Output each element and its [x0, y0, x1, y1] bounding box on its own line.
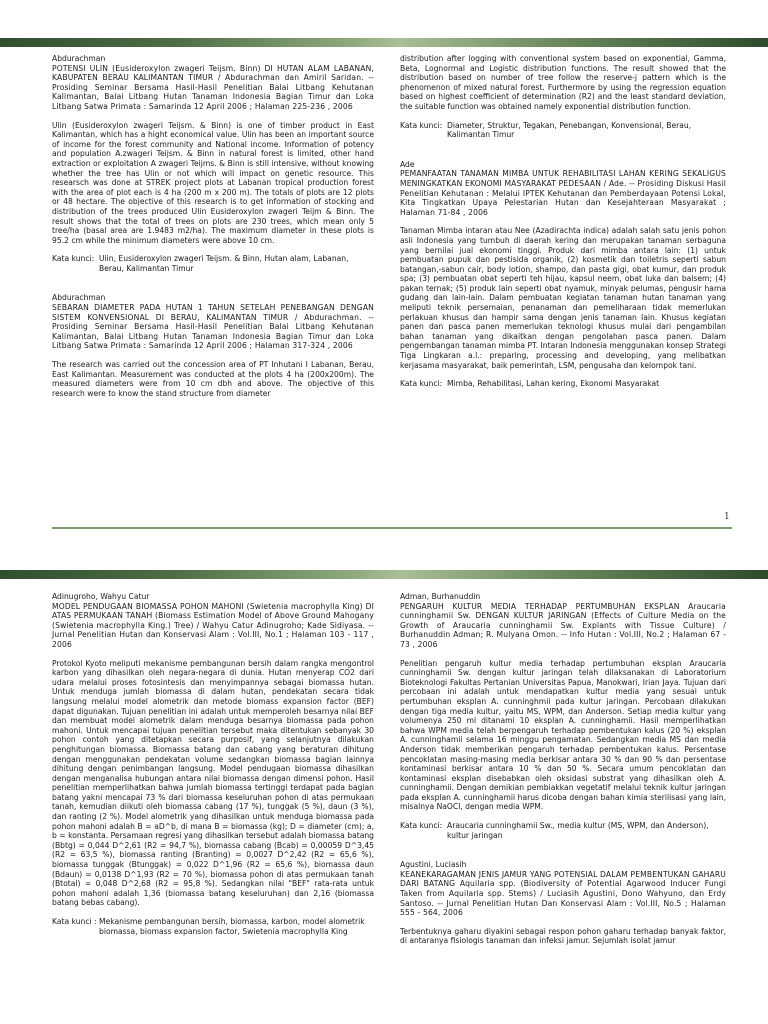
entry-author: Adinugroho, Wahyu Catur [52, 592, 150, 601]
entry-abstract: Penelitian pengaruh kultur media terhadap pertumbuhan eksplan Araucaria cunninghamii Sw. dengan kultur jaringan telah dilaksanakan di Laboratorium Bioteknologi Fakultas Pertanian Universitas Papua, Manokwari, Irian Jaya. Tujuan dari percobaan ini adalah untuk mendapatkan kultur media yang sesuai untuk pertumbuhan eksplan A. cunninghmii pada kultur jaringan. Percobaan dilakukan dengan tiga media kultur, yaitu MS, WPM, dan Anderson. Setiap media kultur yang volumenya 250 ml ditanami 10 eksplan A. cunninghamii. Hasil memperlihatkan bahwa WPM media telah berpengaruh terhadap pembentukan kalus (20 %) eksplan A. cunninghamii selama 16 minggu pengamatan. Sedangkan media MS dan media Anderson tidak memberikan pengaruh terhadap pembentukan kalus. Persentase pencoklatan masing-masing media berkisar antara 30 % dan 90 % dan persentase kontaminasi berkisar antara 10 % dan 50 %. Secara umum pencoklatan dan kontaminasi eksplan disebabkan oleh oksidasi substrat yang dihasilkan oleh A. cunninghamii. Dengan demikian pembiakkan vegetatif melalui teknik kultur jaringan pada eksplan A. cunninghamii harus dicoba dengan bahan kimia sterilisasi yang lain, misalnya NaOCl, dengan media WPM. [400, 658, 726, 812]
keywords-value: Araucaria cunninghamii Sw., media kultur (MS, WPM, dan Anderson), kultur jaringan [447, 821, 709, 840]
entry-abstract: Ulin (Eusideroxylon zwageri Teijsm. & Binn) is one of timber product in East Kalimantan, which has a hight economical value. Ulin has been an important source of income for the forest community and National income. Information of potency and population A.zwageri Teijsm. & Binn in natural forest is limited, other hand extraction or exploitation A zwageri Teijms. & Binn is still intensive, without knowing whether the tree has Ulin or not which will impact on genetic resource. This researsch was done at STREK project plots at Labanan tropical production forest with the area of plot each is 4 ha (200 m x 200 m). The totals of plots are 12 plots or 48 hectare. The objective of this research is to get information of stocking and distribution of the trees produced Ulin Eusideroxylon zwageri Teijm & Binn. The result shows that the total of trees on plots are 230 trees, which mean only 5 tree/ha (basal area are 1.9483 m2/ha). The maximum diameter in these plots is 95.2 cm while the minimum diameters were above 10 cm. [52, 120, 374, 245]
entry-author: Abdurachman [52, 54, 106, 63]
entry-jamur-gaharu [400, 860, 726, 946]
entry-keywords [52, 254, 374, 273]
entry-mimba [400, 160, 726, 389]
entry-keywords [400, 821, 726, 840]
entry-keywords [52, 917, 374, 936]
keywords-value: Mekanisme pembangunan bersih, biomassa, karbon, model alometrik biomassa, biomass expansion factor, Swietenia macrophylla King [99, 917, 365, 936]
entry-citation: KEANEKARAGAMAN JENIS JAMUR YANG POTENSIAL DALAM PEMBENTUKAN GAHARU DARI BATANG Aquilaria spp. (Biodiversity of Potential Agarwood Inducer Fungi Taken from Aquilaria spp. Stems) / Luciasih Agustini, Dono Wahyuno, dan Erdy Santoso. -- Jurnal Penelitian Hutan Dan Konservasi Alam : Vol.III, No.5 ; Halaman 555 - 564, 2006 [400, 869, 726, 918]
entry-sebaran-diameter-cont [400, 54, 726, 140]
entry-abstract: Tanaman Mimba intaran atau Nee (Azadirachta indica) adalah salah satu jenis pohon asli Indonesia yang tumbuh di daerah kering dan merupakan tanaman serbaguna yang bernilai jual ekonomi tinggi. Produk dari mimba antara lain: (1) untuk pembuatan pupuk dan pestisida organik, (2) kosmetik dan toiletris seperti sabun batangan,-sabun cair, body lotion, shampo, dan pasta gigi, obat kumur, dan produk spa; (3) pembuatan obat seperti teh hijau, kapsul neem, obat luka dan balsem; (4) pakan ternak; (5) produk lain seperti obat nyamuk, minyak pelumas, pengusir hama gudang dan lain-lain. Dalam pembuatan kegiatan tanaman hutan tanaman yang meliputi teknik persemaian, penanaman dan pemeliharaan tidak memerlukan perlakuan khusus dan hampir sama dengan jenis tanaman lain. Khusus kegiatan panen dan pasca panen memerlukan teknologi khusus mulai dari pengambilan bahan tanaman yang dikaitkan dengan pengolahan pasca panen. Dalam pengembangan tanaman mimba PT. Intaran Indonesia menggunakan konsep Strategi Tiga Lingkaran a.l.: preparing, processing and developing, yang melibatkan kerjasama masyarakat, baik pemerintah, LSM, pengusaha dan kelompok tani. [400, 226, 726, 370]
entry-citation: POTENSI ULIN (Eusideroxylon zwageri Teijsm. Binn) DI HUTAN ALAM LABANAN, KABUPATEN BERAU KALIMANTAN TIMUR / Abdurachman dan Amiril Saridan. -- Prosiding Seminar Bersama Hasil-Hasil Penelitian Balai Litbang Kehutanan Kalimantan, Balai Litbang Hutan Tanaman Indonesia Bagian Timur dan Loka Litbang Satwa Primata : Samarinda 12 April 2006 ; Halaman 225-236 , 2006 [52, 63, 374, 111]
entry-citation: PEMANFAATAN TANAMAN MIMBA UNTUK REHABILITASI LAHAN KERING SEKALIGUS MENINGKATKAN EKONOMI MASYARAKAT PEDESAAN / Ade. -- Prosiding Diskusi Hasil Penelitian Kehutanan : Melalui IPTEK Kehutanan dan Pemberdayaan Potensi Lokal, Kita Tingkatkan Upaya Pelestarian Hutan dan Kesejahteraan Masyarakat ; Halaman 71-84 , 2006 [400, 169, 726, 217]
keywords-label: Kata kunci: [400, 120, 448, 130]
entry-author: Agustini, Luciasih [400, 860, 467, 870]
entry-citation: PENGARUH KULTUR MEDIA TERHADAP PERTUMBUHAN EKSPLAN Araucaria cunninghamii Sw. DENGAN KULTUR JARINGAN (Effects of Culture Media on the Growth of Araucaria cunninghamii Sw. Explants with Tissue Culture) / Burhanuddin Adman; R. Mulyana Omon. -- Info Hutan : Vol.III, No.2 ; Halaman 67 - 73 , 2006 [400, 601, 726, 649]
entry-abstract: The research was carried out the concession area of PT Inhutani I Labanan, Berau, East Kalimantan. Measurement was conducted at the plots 4 ha (200x200m). The measured diameters were from 10 cm dbh and above. The objective of this research were to know the stand structure from diameter [52, 360, 374, 398]
page-2 [0, 560, 768, 1024]
header-bar [0, 38, 768, 47]
page2-left-column [52, 592, 374, 945]
header-bar [0, 570, 768, 579]
keywords-value: Diameter, Struktur, Tegakan, Penebangan, Konvensional, Berau, Kalimantan Timur [447, 120, 692, 140]
entry-abstract: Protokol Kyoto meliputi mekanisme pembangunan bersih dalam rangka mengontrol karbon yang dihasilkan oleh negara-negara di dunia. Hutan menyerap CO2 dari udara melalui proses fotosintesis dan menyimpannya sebagai biomassa hutan. Untuk menduga jumlah biomassa di dalam hutan, pendekatan secara tidak langsung melalui model alometrik dan metode biomass expansion factor (BEF) dapat digunakan. Tujuan penelitian ini adalah untuk memperoleh besarnya nilai BEF dan membuat model alometrik dalam menduga besarnya biomassa pada pohon mahoni. Untuk mencapai tujuan penelitian tersebut maka ditentukan sebanyak 30 pohon contoh yang ditetapkan secara purposif, yang selanjutnya dilakukan penghitungan biomassa. Biomassa batang dan cabang yang beraturan dihitung dengan menggunakan pendekatan volume sedangkan biomassa bagian lainnya dihitung dengan penimbangan langsung. Model pendugaan biomassa dihasilkan dengan menganalisa hubungan antara nilai biomassa dengan dimensi pohon. Hasil penelitian memperlihatkan bahwa jumlah biomassa tertinggi terdapat pada bagian batang yakni mencapai 73 % dari biomassa keseluruhan pohon di atas permukaan tanah, kemudian diikuti oleh biomassa cabang (17 %), tunggak (5 %), daun (3 %), dan ranting (2 %). Model alometrik yang dihasilkan untuk menduga biomassa pada pohon mahoni adalah B = aD^b, di mana B = biomassa (kg); D = diameter (cm); a, b = konstanta. Persamaan regresi yang dihasilkan tersebut adalah biomassa batang (Bbtg) = 0,044 D^2,61 (R2 = 94,7 %), biomassa cabang (Bcab) = 0,00059 D^3,45 (R2 = 63,5 %), biomassa ranting (Branting) = 0,0027 D^2,42 (R2 = 65,6 %), biomassa tunggak (Btunggak) = 0,022 D^1,96 (R2 = 65,6 %), biomassa daun (Bdaun) = 0,0138 D^1,93 (R2 = 70 %), biomassa pohon di atas permukaan tanah (Btotal) = 0,048 D^2,68 (R2 = 95,8 %). Sedangkan nilai "BEF" rata-rata untuk pohon mahoni adalah 1,36 (biomassa batang keseluruhan) dan 2,16 (biomassa batang bebas cabang). [52, 658, 374, 908]
keywords-value: Mimba, Rehabilitasi, Lahan kering, Ekonomi Masyarakat [447, 379, 660, 389]
entry-kultur-media [400, 592, 726, 840]
page-number: 1 [724, 512, 730, 522]
keywords-value: Ulin, Eusideroxylon zwageri Teijsm. & Binn, Hutan alam, Labanan, Berau, Kalimantan Timur [99, 254, 349, 273]
entry-citation: MODEL PENDUGAAN BIOMASSA POHON MAHONI (Swietenia macrophylla King) DI ATAS PERMUKAAN TANAH (Biomass Estimation Model of Above Ground Mahogany (Swietenia macrophylla King.) Tree) / Wahyu Catur Adinugroho; Kade Sidiyasa. -- Jurnal Penelitian Hutan dan Konservasi Alam : Vol.III, No.1 ; Halaman 103 - 117 , 2006 [52, 601, 374, 649]
entry-sebaran-diameter [52, 293, 374, 398]
entry-author: Adman, Burhanuddin [400, 592, 481, 601]
entry-abstract: Terbentuknya gaharu diyakini sebagai respon pohon gaharu terhadap banyak faktor, di antaranya fisiologis tanaman dan infeksi jamur. Sejumlah isolat jamur [400, 926, 726, 946]
footer-rule [52, 527, 732, 529]
entry-abstract: distribution after logging with conventional system based on exponential, Gamma, Beta, Lognormal and Logistic distribution functions. The result showed that the distribution based on number of tree follow the reserve-j pattern which is the phenomenon of mixed natural forest. Furthermore by using the regression equation based on highest coefficient of determination (R2) and the least standard deviation, the suitable function was obtained namely exponential distribution function. [400, 54, 726, 111]
keywords-label: Kata kunci: [400, 821, 448, 831]
entry-keywords [400, 121, 726, 140]
keywords-label: Kata kunci : [52, 917, 100, 926]
entry-author: Ade [400, 159, 415, 169]
page1-right-column [400, 54, 726, 398]
page1-left-column [52, 54, 374, 407]
page2-right-column [400, 592, 726, 955]
entry-citation: SEBARAN DIAMETER PADA HUTAN 1 TAHUN SETELAH PENEBANGAN DENGAN SISTEM KONVENSIONAL DI BERAU, KALIMANTAN TIMUR / Abdurachman. -- Prosiding Seminar Bersama Hasil-Hasil Penelitian Balai Litbang Kehutanan Kalimantan, Balai Litbang Hutan Tanaman Indonesia Bagian Timur dan Loka Litbang Satwa Primata : Samarinda 12 April 2006 ; Halaman 317-324 , 2006 [52, 303, 374, 351]
keywords-label: Kata kunci: [400, 379, 448, 389]
page-gap [0, 540, 768, 560]
entry-potensi-ulin [52, 54, 374, 273]
entry-author: Abdurachman [52, 293, 106, 303]
entry-biomassa-mahoni [52, 592, 374, 936]
keywords-label: Kata kunci: [52, 254, 100, 264]
entry-keywords [400, 379, 726, 389]
